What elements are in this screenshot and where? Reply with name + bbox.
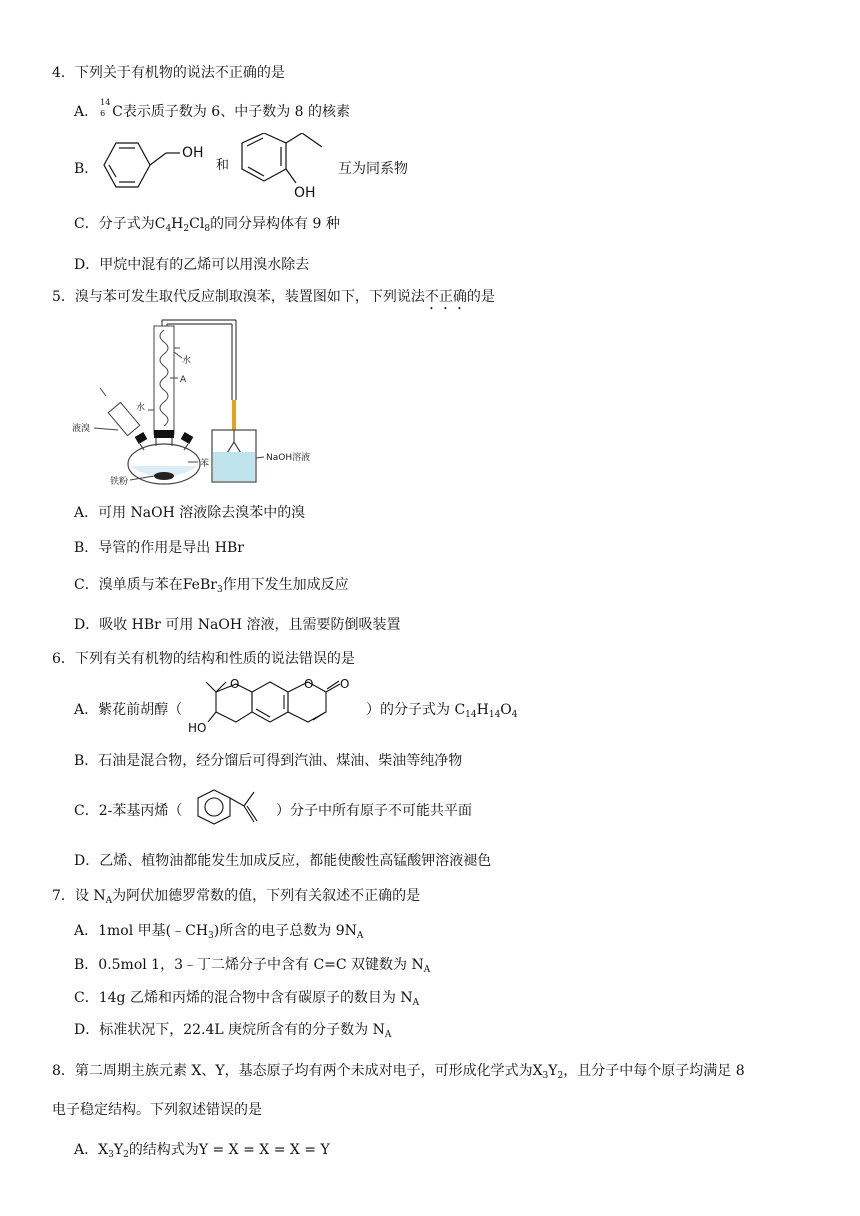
label-iron-powder: 铁粉 [110, 477, 129, 487]
q6-option-a-formula: ）的分子式为 $C_{14}H_{14}O_4$ [366, 702, 518, 720]
q7-option-d: D．标准状况下，22.4L 庚烷所含有的分子数为 $N_A$ [74, 1022, 392, 1040]
2-phenylpropene-structure [188, 786, 274, 834]
q7-option-a: A．1mol 甲基$(﹣CH_3)$所含的电子总数为 $9N_A$ [74, 923, 364, 941]
q5-option-a: A．可用 NaOH 溶液除去溴苯中的溴 [74, 505, 306, 521]
q7-option-b: B．0.5mol 1，3﹣丁二烯分子中含有 C=C 双键数为 $N_A$ [74, 957, 431, 975]
q4-b-and: 和 [216, 158, 230, 173]
reflux-condenser [148, 326, 180, 434]
question-6-stem: 6．下列有关有机物的结构和性质的说法错误的是 [52, 651, 355, 667]
question-8-stem-line-1: 8．第二周期主族元素 X、Y，基态原子均有两个未成对电子，可形成化学式为$X_3Y_2$，且分子中每个原子均满足 8 [52, 1063, 745, 1081]
benzyl-alcohol-structure [104, 143, 180, 187]
q7-option-c: C．14g 乙烯和丙烯的混合物中含有碳原子的数目为 $N_A$ [74, 990, 420, 1008]
ethylphenol-structure [242, 133, 322, 183]
q4-option-c: C．分子式为$C_4H_2Cl_8$的同分异构体有 9 种 [74, 216, 340, 234]
q5-option-d: D．吸收 HBr 可用 NaOH 溶液，且需要防倒吸装置 [74, 617, 401, 633]
q6-option-c-prefix: C．2-苯基丙烯（ [74, 803, 183, 819]
q4-b-oh-1: OH [182, 145, 204, 161]
carbonyl-oxygen: O [340, 677, 350, 691]
q4-b-oh-2: OH [294, 185, 316, 201]
columbianetin-structure [186, 676, 362, 740]
label-naoh-solution: NaOH溶液 [266, 453, 311, 463]
q4-option-b-label: B． [74, 161, 99, 177]
iron-powder [154, 472, 174, 480]
label-water-in: 水 [136, 403, 146, 413]
hydroxyl-label: HO [188, 721, 207, 735]
question-8-stem-line-2: 电子稳定结构。下列叙述错误的是 [52, 1102, 262, 1118]
dropping-funnel [100, 388, 140, 436]
carbon-14-isotope-notation: 14 6 [100, 98, 111, 118]
q5-option-b: B．导管的作用是导出 HBr [74, 540, 244, 556]
stopper-top [154, 430, 174, 438]
label-benzene: 苯 [200, 459, 210, 469]
q6-option-d: D．乙烯、植物油都能发生加成反应，都能使酸性高锰酸钾溶液褪色 [74, 853, 492, 869]
q4-option-d: D．甲烷中混有的乙烯可以用溴水除去 [74, 257, 310, 273]
q6-option-c-text: ）分子中所有原子不可能共平面 [276, 803, 472, 819]
q4-option-b-structures [96, 133, 336, 205]
bromobenzene-apparatus-diagram [70, 318, 320, 490]
q6-option-b: B．石油是混合物，经分馏后可得到汽油、煤油、柴油等纯净物 [74, 753, 463, 769]
q8-option-a: A．$X_3Y_2$的结构式为Y = X = X = X = Y [74, 1142, 330, 1160]
q4-option-a: A． 14 6 C表示质子数为 6、中子数为 8 的核素 [74, 98, 351, 120]
rubber-tube [232, 400, 236, 430]
question-7-stem: 7．设 $N_A$为阿伏加德罗常数的值，下列有关叙述不正确的是 [52, 888, 421, 906]
q5-option-c: C．溴单质与苯在FeBr$_3$作用下发生加成反应 [74, 577, 349, 595]
ring-oxygen-2: O [304, 677, 314, 691]
question-5-stem: 5．溴与苯可发生取代反应制取溴苯，装置图如下，下列说法不正确的是 [52, 289, 495, 305]
label-water-out: 水 [182, 356, 192, 366]
label-A: A [180, 375, 187, 385]
q6-option-a-prefix: A．紫花前胡醇（ [74, 702, 183, 718]
ring-oxygen-1: O [230, 677, 240, 691]
question-4-stem: 4．下列关于有机物的说法不正确的是 [52, 65, 285, 81]
emphasis-not-correct: 不正确 [424, 289, 467, 305]
q4-option-b-text: 互为同系物 [338, 161, 408, 177]
label-liquid-bromine: 液溴 [72, 424, 91, 434]
